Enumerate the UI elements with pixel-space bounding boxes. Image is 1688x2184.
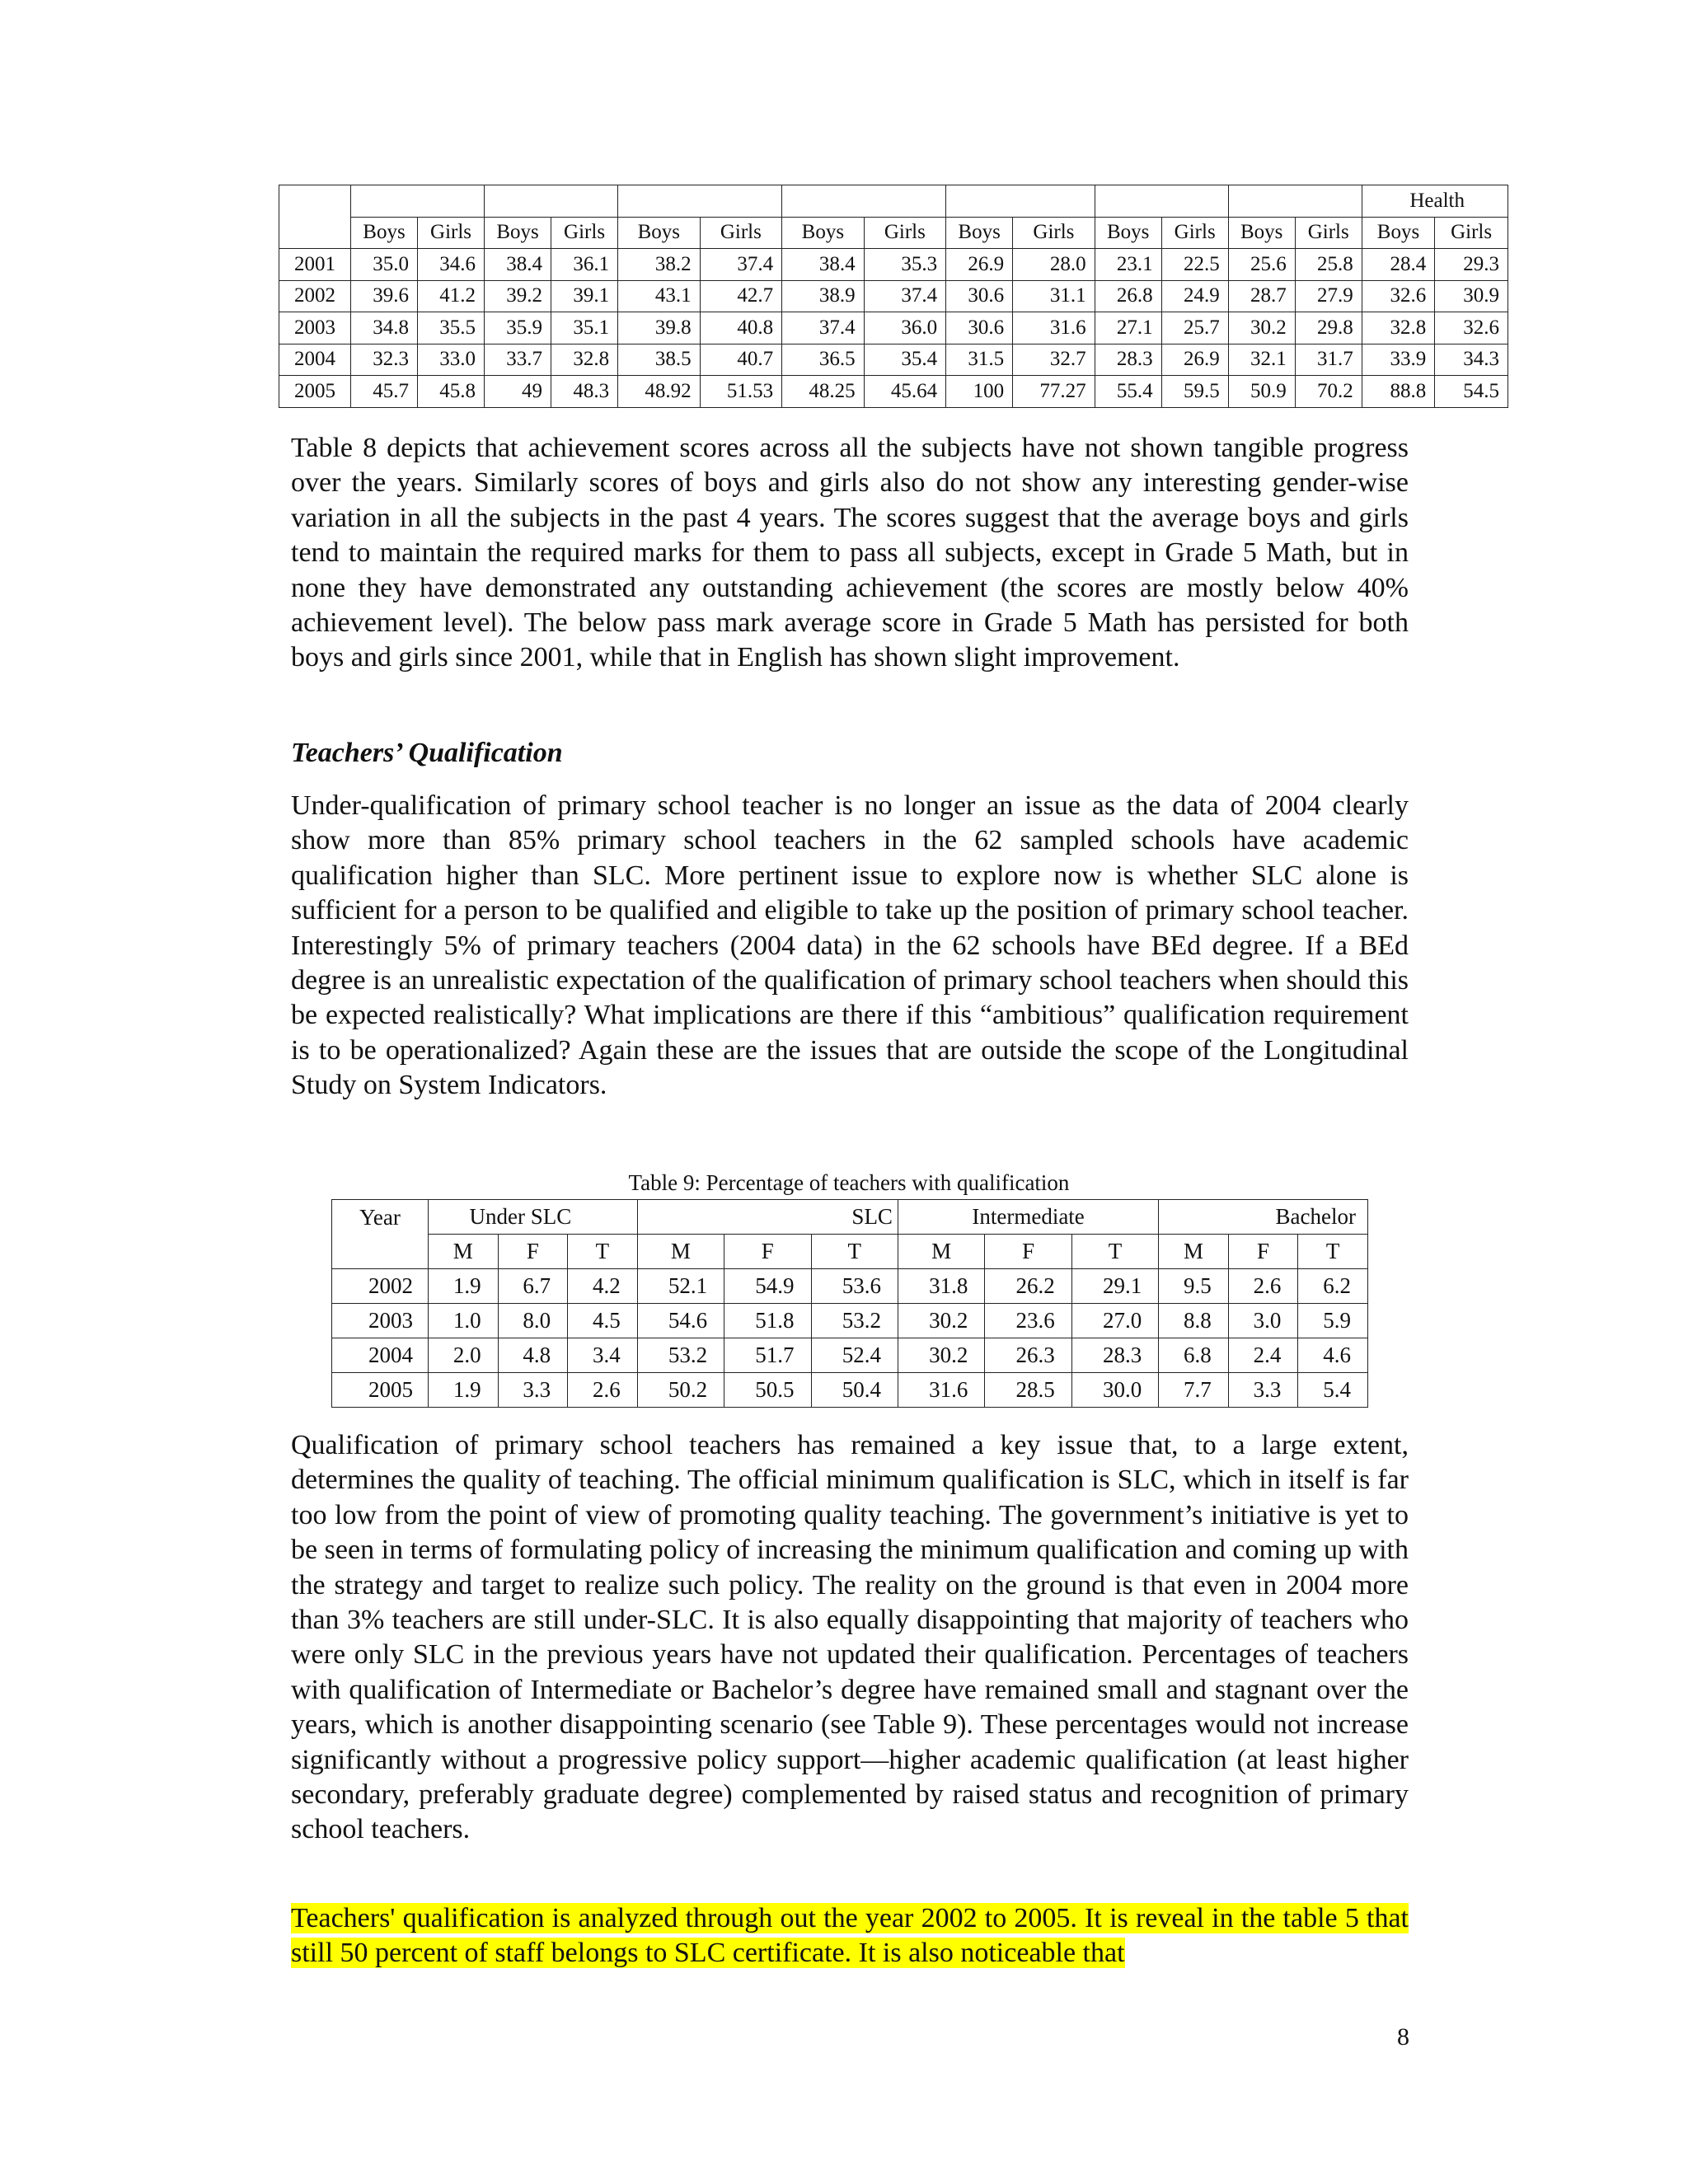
- table-cell: 35.0: [351, 249, 418, 281]
- table-row-year: 2005: [332, 1373, 429, 1408]
- table-cell: 32.8: [551, 344, 618, 376]
- table-cell: 37.4: [782, 312, 865, 344]
- table-cell: 35.1: [551, 312, 618, 344]
- table-cell: 26.9: [946, 249, 1013, 281]
- table-cell: 54.9: [724, 1269, 811, 1304]
- table-header-cell: [618, 185, 782, 218]
- table-cell: 41.2: [418, 280, 485, 312]
- table-cell: 48.92: [618, 376, 701, 408]
- table-cell: 32.6: [1362, 280, 1435, 312]
- table-cell: 31.1: [1013, 280, 1095, 312]
- table-cell: 34.6: [418, 249, 485, 281]
- table-cell: 3.3: [1228, 1373, 1298, 1408]
- table-cell: 27.1: [1095, 312, 1161, 344]
- table-cell: 39.2: [485, 280, 551, 312]
- table-subheader-cell: Boys: [351, 217, 418, 249]
- table-cell: 28.4: [1362, 249, 1435, 281]
- table-cell: 59.5: [1161, 376, 1228, 408]
- table-cell: 30.2: [898, 1304, 984, 1338]
- table-subheader-cell: Girls: [1435, 217, 1508, 249]
- table-cell: 32.1: [1228, 344, 1295, 376]
- table-row-year: 2003: [279, 312, 351, 344]
- table-header-year: Year: [332, 1200, 429, 1269]
- table-row-year: 2004: [279, 344, 351, 376]
- table-group-header: Intermediate: [898, 1200, 1158, 1235]
- table-cell: 38.2: [618, 249, 701, 281]
- table-cell: 37.4: [864, 280, 946, 312]
- table-cell: 31.6: [1013, 312, 1095, 344]
- table-row-year: 2003: [332, 1304, 429, 1338]
- table-cell: 31.6: [898, 1373, 984, 1408]
- table-cell: 5.9: [1298, 1304, 1368, 1338]
- table-cell: 30.2: [898, 1338, 984, 1373]
- table-cell: 33.0: [418, 344, 485, 376]
- table-cell: 28.7: [1228, 280, 1295, 312]
- paragraph-highlighted-note: [291, 1901, 1409, 1971]
- table-header-cell: [1228, 185, 1362, 218]
- table-cell: 32.6: [1435, 312, 1508, 344]
- table-cell: 45.64: [864, 376, 946, 408]
- table-cell: 28.5: [985, 1373, 1071, 1408]
- section-heading-teachers-qualification: Teachers’ Qualification: [291, 738, 563, 768]
- table-cell: 50.9: [1228, 376, 1295, 408]
- table-header-cell: [485, 185, 618, 218]
- table-cell: 26.3: [985, 1338, 1071, 1373]
- table-cell: 26.2: [985, 1269, 1071, 1304]
- table-cell: 53.2: [811, 1304, 898, 1338]
- table-subheader-row: [332, 1235, 1368, 1269]
- table-subheader-cell: M: [637, 1235, 724, 1269]
- table-cell: 30.6: [946, 312, 1013, 344]
- table-cell: 3.3: [498, 1373, 568, 1408]
- table-row-year: 2001: [279, 249, 351, 281]
- table-row-year: 2002: [332, 1269, 429, 1304]
- table-cell: 35.5: [418, 312, 485, 344]
- table-subheader-cell: Girls: [700, 217, 782, 249]
- table-cell: 30.2: [1228, 312, 1295, 344]
- table-subheader-cell: T: [1071, 1235, 1158, 1269]
- table-cell: 37.4: [700, 249, 782, 281]
- table-cell: 54.5: [1435, 376, 1508, 408]
- table-header-row: [332, 1200, 1368, 1235]
- table-9-teacher-qualification: [331, 1199, 1368, 1408]
- table-cell: 35.4: [864, 344, 946, 376]
- table-row: [279, 376, 1508, 408]
- table-cell: 43.1: [618, 280, 701, 312]
- table-cell: 31.8: [898, 1269, 984, 1304]
- table-cell: 6.8: [1159, 1338, 1229, 1373]
- table-cell: 25.6: [1228, 249, 1295, 281]
- paragraph-qualification-issue: Qualification of primary school teachers has remained a key issue that, to a large extent, determines the quality of teaching. The official minimum qualification is SLC, which in itself is far too low from the point of view of promoting quality teaching. The government’s initiative is yet to be seen in terms of formulating policy of increasing the minimum qualification and coming up with the strategy and target to realize such policy. The reality on the ground is that even in 2004 more than 3% teachers are still under-SLC. It is also equally disappointing that majority of teachers who were only SLC in the previous years have not updated their qualification. Percentages of teachers with qualification of Intermediate or Bachelor’s degree have remained small and stagnant over the years, which is another disappointing scenario (see Table 9). These percentages would not increase significantly without a progressive policy support—higher academic qualification (at least higher secondary, preferably graduate degree) complemented by raised status and recognition of primary school teachers.: [291, 1430, 1409, 1845]
- table-header-cell: [351, 185, 485, 218]
- table-cell: 50.5: [724, 1373, 811, 1408]
- table-cell: 29.3: [1435, 249, 1508, 281]
- table-subheader-cell: Boys: [618, 217, 701, 249]
- table-cell: 55.4: [1095, 376, 1161, 408]
- table-cell: 48.3: [551, 376, 618, 408]
- table-cell: 8.0: [498, 1304, 568, 1338]
- table-cell: 39.6: [351, 280, 418, 312]
- table-cell: 25.8: [1295, 249, 1362, 281]
- table-cell: 31.5: [946, 344, 1013, 376]
- table-subheader-cell: Girls: [864, 217, 946, 249]
- table-cell: 52.1: [637, 1269, 724, 1304]
- table-subheader-cell: F: [985, 1235, 1071, 1269]
- table-subheader-cell: M: [429, 1235, 499, 1269]
- table-cell: 28.0: [1013, 249, 1095, 281]
- table-cell: 2.6: [1228, 1269, 1298, 1304]
- table-cell: 33.7: [485, 344, 551, 376]
- table-subheader-cell: Boys: [782, 217, 865, 249]
- paragraph-under-qualification: Under-qualification of primary school teacher is no longer an issue as the data of 2004 clearly show more than 85% primary school teachers in the 62 sampled schools have academic qualification higher than SLC. More pertinent issue to explore now is whether SLC alone is sufficient for a person to be qualified and eligible to take up the position of primary school teacher. Interestingly 5% of primary teachers (2004 data) in the 62 schools have BEd degree. If a BEd degree is an unrealistic expectation of the qualification of primary school teachers when should this be expected realistically? What implications are there if this “ambitious” qualification requirement is to be operationalized? Again these are the issues that are outside the scope of the Longitudinal Study on System Indicators.: [291, 790, 1409, 1101]
- table-cell: 2.0: [429, 1338, 499, 1373]
- table-cell: 3.0: [1228, 1304, 1298, 1338]
- table-cell: 26.9: [1161, 344, 1228, 376]
- table-8-achievement-scores: [279, 185, 1508, 408]
- table-cell: 30.6: [946, 280, 1013, 312]
- table-cell: 5.4: [1298, 1373, 1368, 1408]
- table-header-row: [279, 185, 1508, 218]
- table-cell: 4.2: [568, 1269, 638, 1304]
- table-cell: 49: [485, 376, 551, 408]
- table-cell: 34.3: [1435, 344, 1508, 376]
- table-subheader-cell: F: [724, 1235, 811, 1269]
- table-subheader-cell: M: [1159, 1235, 1229, 1269]
- table-cell: 35.3: [864, 249, 946, 281]
- table-row: [332, 1304, 1368, 1338]
- table-cell: 100: [946, 376, 1013, 408]
- table-cell: 23.1: [1095, 249, 1161, 281]
- table-9-caption: Table 9: Percentage of teachers with qualification: [628, 1170, 1070, 1195]
- table-cell: 48.25: [782, 376, 865, 408]
- table-cell: 36.0: [864, 312, 946, 344]
- paragraph-table8-analysis: Table 8 depicts that achievement scores across all the subjects have not shown tangible progress over the years. Similarly scores of boys and girls also do not show any interesting gender-wise variation in all the subjects in the past 4 years. The scores suggest that the average boys and girls tend to maintain the required marks for them to pass all subjects, except in Grade 5 Math, but in none they have demonstrated any outstanding achievement (the scores are mostly below 40% achievement level). The below pass mark average score in Grade 5 Math has persisted for both boys and girls since 2001, while that in English has shown slight improvement.: [291, 433, 1409, 673]
- table-row: [279, 312, 1508, 344]
- table-row: [332, 1269, 1368, 1304]
- table-subheader-row: [279, 217, 1508, 249]
- table-cell: 4.6: [1298, 1338, 1368, 1373]
- table-group-header: Bachelor: [1159, 1200, 1368, 1235]
- table-cell: 3.4: [568, 1338, 638, 1373]
- table-row: [279, 249, 1508, 281]
- table-subheader-cell: Girls: [1161, 217, 1228, 249]
- table-cell: 34.8: [351, 312, 418, 344]
- table-cell: 4.8: [498, 1338, 568, 1373]
- table-cell: 45.8: [418, 376, 485, 408]
- table-cell: 9.5: [1159, 1269, 1229, 1304]
- table-subheader-cell: Girls: [418, 217, 485, 249]
- table-cell: 42.7: [700, 280, 782, 312]
- table-cell: 88.8: [1362, 376, 1435, 408]
- table-cell: 51.8: [724, 1304, 811, 1338]
- table-row: [332, 1338, 1368, 1373]
- table-cell: 32.3: [351, 344, 418, 376]
- table-cell: 33.9: [1362, 344, 1435, 376]
- table-subheader-cell: F: [1228, 1235, 1298, 1269]
- table-cell: 28.3: [1095, 344, 1161, 376]
- table-row: [279, 344, 1508, 376]
- table-row: [279, 280, 1508, 312]
- table-header-cell: Health: [1362, 185, 1507, 218]
- table-cell: 52.4: [811, 1338, 898, 1373]
- table-cell: 36.1: [551, 249, 618, 281]
- table-cell: 23.6: [985, 1304, 1071, 1338]
- table-cell: 32.7: [1013, 344, 1095, 376]
- table-header-cell: [1095, 185, 1228, 218]
- table-cell: 30.9: [1435, 280, 1508, 312]
- table-cell: 7.7: [1159, 1373, 1229, 1408]
- highlighted-text: Teachers' qualification is analyzed through out the year 2002 to 2005. It is reveal in the table 5 that still 50 percent of staff belongs to SLC certificate. It is also noticeable that: [291, 1903, 1409, 1969]
- table-cell: 32.8: [1362, 312, 1435, 344]
- table-header-cell: [782, 185, 946, 218]
- table-subheader-cell: Girls: [1013, 217, 1095, 249]
- table-cell: 77.27: [1013, 376, 1095, 408]
- table-cell: 51.53: [700, 376, 782, 408]
- table-group-header: Under SLC: [429, 1200, 638, 1235]
- table-cell: 28.3: [1071, 1338, 1158, 1373]
- table-subheader-cell: T: [568, 1235, 638, 1269]
- table-cell: 36.5: [782, 344, 865, 376]
- table-cell: 38.4: [485, 249, 551, 281]
- table-cell: 39.8: [618, 312, 701, 344]
- table-subheader-cell: F: [498, 1235, 568, 1269]
- table-row-year: 2002: [279, 280, 351, 312]
- page-number: 8: [1397, 2023, 1409, 2050]
- table-subheader-cell: Girls: [1295, 217, 1362, 249]
- table-cell: 40.7: [700, 344, 782, 376]
- table-cell: 8.8: [1159, 1304, 1229, 1338]
- table-cell: 38.5: [618, 344, 701, 376]
- table-row: [332, 1373, 1368, 1408]
- table-cell: 53.2: [637, 1338, 724, 1373]
- table-cell: 4.5: [568, 1304, 638, 1338]
- table-cell: 30.0: [1071, 1373, 1158, 1408]
- table-header-cell: [279, 185, 351, 249]
- table-cell: 24.9: [1161, 280, 1228, 312]
- table-header-cell: [946, 185, 1095, 218]
- table-cell: 40.8: [700, 312, 782, 344]
- table-cell: 50.4: [811, 1373, 898, 1408]
- table-subheader-cell: M: [898, 1235, 984, 1269]
- table-subheader-cell: T: [1298, 1235, 1368, 1269]
- table-cell: 31.7: [1295, 344, 1362, 376]
- table-cell: 70.2: [1295, 376, 1362, 408]
- table-cell: 1.9: [429, 1269, 499, 1304]
- table-cell: 6.2: [1298, 1269, 1368, 1304]
- table-cell: 1.0: [429, 1304, 499, 1338]
- table-subheader-cell: T: [811, 1235, 898, 1269]
- table-cell: 29.8: [1295, 312, 1362, 344]
- table-cell: 38.9: [782, 280, 865, 312]
- table-subheader-cell: Boys: [1362, 217, 1435, 249]
- table-cell: 6.7: [498, 1269, 568, 1304]
- table-subheader-cell: Boys: [946, 217, 1013, 249]
- table-cell: 54.6: [637, 1304, 724, 1338]
- table-cell: 25.7: [1161, 312, 1228, 344]
- table-cell: 2.4: [1228, 1338, 1298, 1373]
- table-cell: 29.1: [1071, 1269, 1158, 1304]
- table-subheader-cell: Girls: [551, 217, 618, 249]
- table-group-header: SLC: [637, 1200, 898, 1235]
- table-cell: 1.9: [429, 1373, 499, 1408]
- table-cell: 27.0: [1071, 1304, 1158, 1338]
- table-cell: 27.9: [1295, 280, 1362, 312]
- table-cell: 45.7: [351, 376, 418, 408]
- table-cell: 39.1: [551, 280, 618, 312]
- table-cell: 50.2: [637, 1373, 724, 1408]
- table-cell: 22.5: [1161, 249, 1228, 281]
- table-subheader-cell: Boys: [485, 217, 551, 249]
- table-subheader-cell: Boys: [1228, 217, 1295, 249]
- table-cell: 2.6: [568, 1373, 638, 1408]
- table-cell: 38.4: [782, 249, 865, 281]
- table-row-year: 2004: [332, 1338, 429, 1373]
- table-cell: 35.9: [485, 312, 551, 344]
- table-cell: 51.7: [724, 1338, 811, 1373]
- table-subheader-cell: Boys: [1095, 217, 1161, 249]
- table-row-year: 2005: [279, 376, 351, 408]
- table-cell: 26.8: [1095, 280, 1161, 312]
- table-cell: 53.6: [811, 1269, 898, 1304]
